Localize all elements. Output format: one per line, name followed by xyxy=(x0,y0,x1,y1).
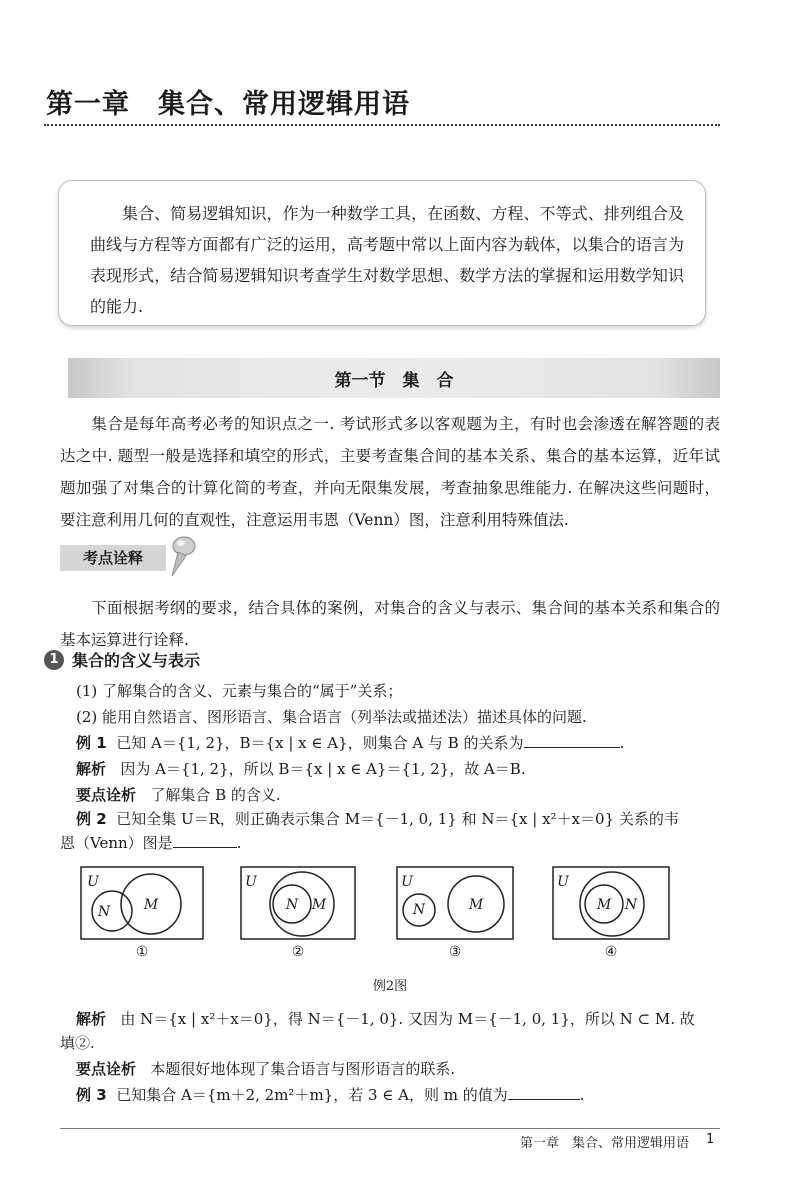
answer-blank xyxy=(173,833,237,848)
keypoint-label: 要点诠析 xyxy=(76,786,137,804)
solution-label: 解析 xyxy=(76,1010,107,1028)
venn-4-u-label: U xyxy=(557,874,569,890)
keypoint-label: 要点诠析 xyxy=(76,1060,137,1078)
example-1 xyxy=(76,732,624,754)
venn-1-n-label: N xyxy=(97,904,111,920)
intro-text xyxy=(90,198,684,322)
page-number: 1 xyxy=(706,1132,715,1147)
solution-text-1: 由 N＝{x | x²＋x＝0}，得 N＝{－1, 0}. 又因为 M＝{－1, 0, 1}，所以 N ⊂ M. 故 xyxy=(120,1010,695,1028)
footer-chapter: 第一章 集合、常用逻辑用语 xyxy=(520,1136,690,1151)
requirement-2: (2) 能用自然语言、图形语言、集合语言（列举法或描述法）描述具体的问题. xyxy=(76,708,587,726)
example-2-keypoint xyxy=(76,1058,455,1080)
venn-3-m-label: M xyxy=(468,897,484,913)
dotted-divider xyxy=(44,124,720,126)
venn-2-caption: ② xyxy=(291,944,305,960)
requirement-1: (1) 了解集合的含义、元素与集合的“属于”关系； xyxy=(76,682,403,700)
example-1-label: 例 1 xyxy=(76,734,107,752)
pushpin-icon xyxy=(160,532,200,582)
topic-number-badge: 1 xyxy=(44,650,64,670)
venn-1-caption: ① xyxy=(135,944,149,960)
example-1-keypoint xyxy=(76,784,281,806)
example-2-label: 例 2 xyxy=(76,810,107,828)
example-1-solution xyxy=(76,758,526,780)
venn-2-n-label: N xyxy=(285,897,299,913)
example-2-end: . xyxy=(236,834,242,852)
venn-3-caption: ③ xyxy=(448,944,462,960)
section-title: 第一节 集 合 xyxy=(334,371,454,391)
footer-rule xyxy=(60,1128,720,1129)
venn-2-u-label: U xyxy=(245,874,257,890)
kaodian-intro-text: 下面根据考纲的要求，结合具体的案例，对集合的含义与表示、集合间的基本关系和集合的基本运算进行诠释. xyxy=(60,599,720,649)
venn-3-n-label: N xyxy=(412,902,426,918)
example-3-end: . xyxy=(579,1086,585,1104)
venn-4-caption: ④ xyxy=(604,944,618,960)
example-2-solution-cont: 填②. xyxy=(60,1034,95,1052)
venn-4-outer-label: N xyxy=(624,897,638,913)
example-1-text: 已知 A＝{1, 2}，B＝{x | x ∈ A}，则集合 A 与 B 的关系为 xyxy=(116,734,524,752)
example-3 xyxy=(76,1084,585,1106)
venn-3-u-label: U xyxy=(401,874,413,890)
venn-1-m-label: M xyxy=(143,897,159,913)
chapter-title: 第一章 集合、常用逻辑用语 xyxy=(46,89,410,120)
example-2-line1 xyxy=(76,808,679,830)
solution-text: 因为 A＝{1, 2}，所以 B＝{x | x ∈ A}＝{1, 2}，故 A＝B. xyxy=(120,760,526,778)
solution-label: 解析 xyxy=(76,760,107,778)
example-2-text2: 恩（Venn）图是 xyxy=(60,834,173,852)
venn-2-m-label: M xyxy=(311,897,327,913)
answer-blank xyxy=(524,733,620,748)
kaodian-intro xyxy=(60,592,720,656)
venn-4-inner-label: M xyxy=(596,897,612,913)
example-3-text: 已知集合 A＝{m＋2, 2m²＋m}，若 3 ∈ A，则 m 的值为 xyxy=(116,1086,508,1104)
example-2-line2 xyxy=(60,832,241,854)
example-2-text1: 已知全集 U＝R，则正确表示集合 M＝{－1, 0, 1} 和 N＝{x | x²＋x＝0} 关系的韦 xyxy=(116,810,679,828)
figure-caption: 例2图 xyxy=(372,979,408,994)
example-3-label: 例 3 xyxy=(76,1086,107,1104)
overview-text: 集合是每年高考必考的知识点之一. 考试形式多以客观题为主，有时也会渗透在解答题的表达之中. 题型一般是选择和填空的形式，主要考查集合间的基本关系、集合的基本运算，近年试题加强了对集合的计算化简的考查，并向无限集发展，考查抽象思维能力. 在解决这些问题时，要注意利用几何的直观性，注意运用韦恩（Venn）图，注意利用特殊值法. xyxy=(60,415,720,529)
example-1-end: . xyxy=(619,734,625,752)
answer-blank xyxy=(508,1085,580,1100)
intro-text-content: 集合、简易逻辑知识，作为一种数学工具，在函数、方程、不等式、排列组合及曲线与方程等方面都有广泛的运用，高考题中常以上面内容为载体，以集合的语言为表现形式，结合简易逻辑知识考查学生对数学思想、数学方法的掌握和运用数学知识的能力. xyxy=(90,204,684,316)
keypoint-text: 了解集合 B 的含义. xyxy=(150,786,281,804)
overview-paragraph xyxy=(60,408,720,536)
example-2-solution xyxy=(76,1008,695,1030)
kaodian-tag: 考点诠释 xyxy=(60,545,166,571)
venn-1-u-label: U xyxy=(87,874,99,890)
topic-heading: 集合的含义与表示 xyxy=(72,651,201,670)
keypoint-text: 本题很好地体现了集合语言与图形语言的联系. xyxy=(150,1060,456,1078)
